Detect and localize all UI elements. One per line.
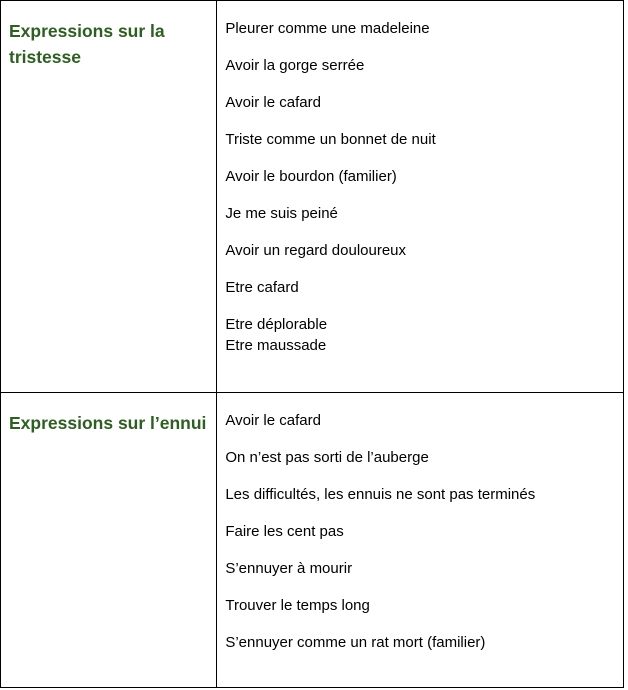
list-item: On n’est pas sorti de l’auberge <box>225 449 429 466</box>
list-item: Etre cafard <box>225 279 299 296</box>
boredom-expressions-cell <box>217 393 624 688</box>
list-item: Je me suis peiné <box>225 205 338 222</box>
list-item: Pleurer comme une madeleine <box>225 20 430 37</box>
list-item: Etre déplorable Etre maussade <box>225 316 328 354</box>
sadness-heading-cell <box>1 1 217 393</box>
boredom-heading-cell <box>1 393 217 688</box>
list-item: Trouver le temps long <box>225 597 370 614</box>
boredom-expression-list <box>225 410 615 653</box>
sadness-expressions-cell <box>217 1 624 393</box>
list-item: S’ennuyer à mourir <box>225 560 353 577</box>
list-item: Les difficultés, les ennuis ne sont pas terminés <box>225 486 536 503</box>
list-item: S’ennuyer comme un rat mort (familier) <box>225 634 486 651</box>
boredom-heading: Expressions sur l’ennui <box>9 413 207 433</box>
list-item: Avoir le cafard <box>225 412 321 429</box>
sadness-heading: Expressions sur la tristesse <box>9 21 165 67</box>
list-item: Avoir un regard douloureux <box>225 242 407 259</box>
list-item: Avoir le cafard <box>225 94 321 111</box>
sadness-expression-list <box>225 18 615 356</box>
table-row-boredom <box>1 393 624 688</box>
list-item: Avoir la gorge serrée <box>225 57 365 74</box>
table-row-sadness <box>1 1 624 393</box>
list-item: Avoir le bourdon (familier) <box>225 168 397 185</box>
list-item: Faire les cent pas <box>225 523 344 540</box>
list-item: Triste comme un bonnet de nuit <box>225 131 436 148</box>
